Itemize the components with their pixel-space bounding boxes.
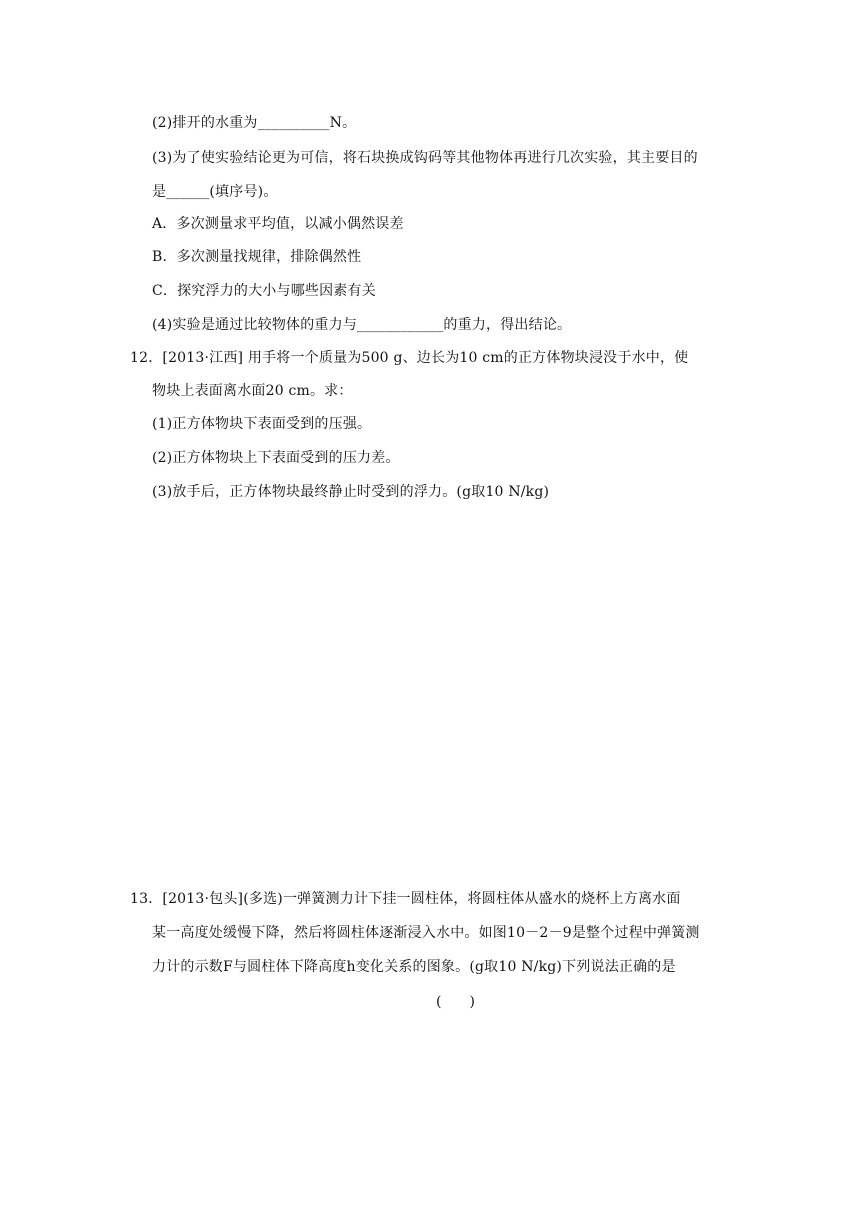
q13-answer-paren: ( ) — [436, 994, 475, 1010]
q12-line2: 物块上表面离水面20 cm。求： — [152, 383, 353, 399]
q11-sub4: (4)实验是通过比较物体的重力与____________的重力，得出结论。 — [152, 317, 572, 333]
q13-line3: 力计的示数F与圆柱体下降高度h变化关系的图象。(g取10 N/kg)下列说法正确的是 — [152, 959, 676, 975]
q12-sub3: (3)放手后，正方体物块最终静止时受到的浮力。(g取10 N/kg) — [152, 484, 550, 500]
q11-sub3-line2: 是______(填序号)。 — [152, 184, 278, 200]
q13-line2: 某一高度处缓慢下降，然后将圆柱体逐渐浸入水中。如图10－2－9是整个过程中弹簧测 — [152, 925, 700, 941]
q11-sub3-line1: (3)为了使实验结论更为可信，将石块换成钩码等其他物体再进行几次实验，其主要目的 — [152, 150, 698, 166]
q12-sub2: (2)正方体物块上下表面受到的压力差。 — [152, 450, 400, 466]
q11-sub2: (2)排开的水重为__________N。 — [152, 115, 357, 131]
q11-option-a: A．多次测量求平均值，以减小偶然误差 — [152, 216, 404, 232]
q12-line1: 12．[2013·江西] 用手将一个质量为500 g、边长为10 cm的正方体物块浸没于水中，使 — [130, 350, 689, 366]
q13-line1: 13．[2013·包头](多选)一弹簧测力计下挂一圆柱体，将圆柱体从盛水的烧杯上方离水面 — [130, 891, 681, 907]
q11-option-c: C．探究浮力的大小与哪些因素有关 — [152, 283, 376, 299]
q11-option-b: B．多次测量找规律，排除偶然性 — [152, 249, 362, 265]
q12-sub1: (1)正方体物块下表面受到的压强。 — [152, 416, 372, 432]
